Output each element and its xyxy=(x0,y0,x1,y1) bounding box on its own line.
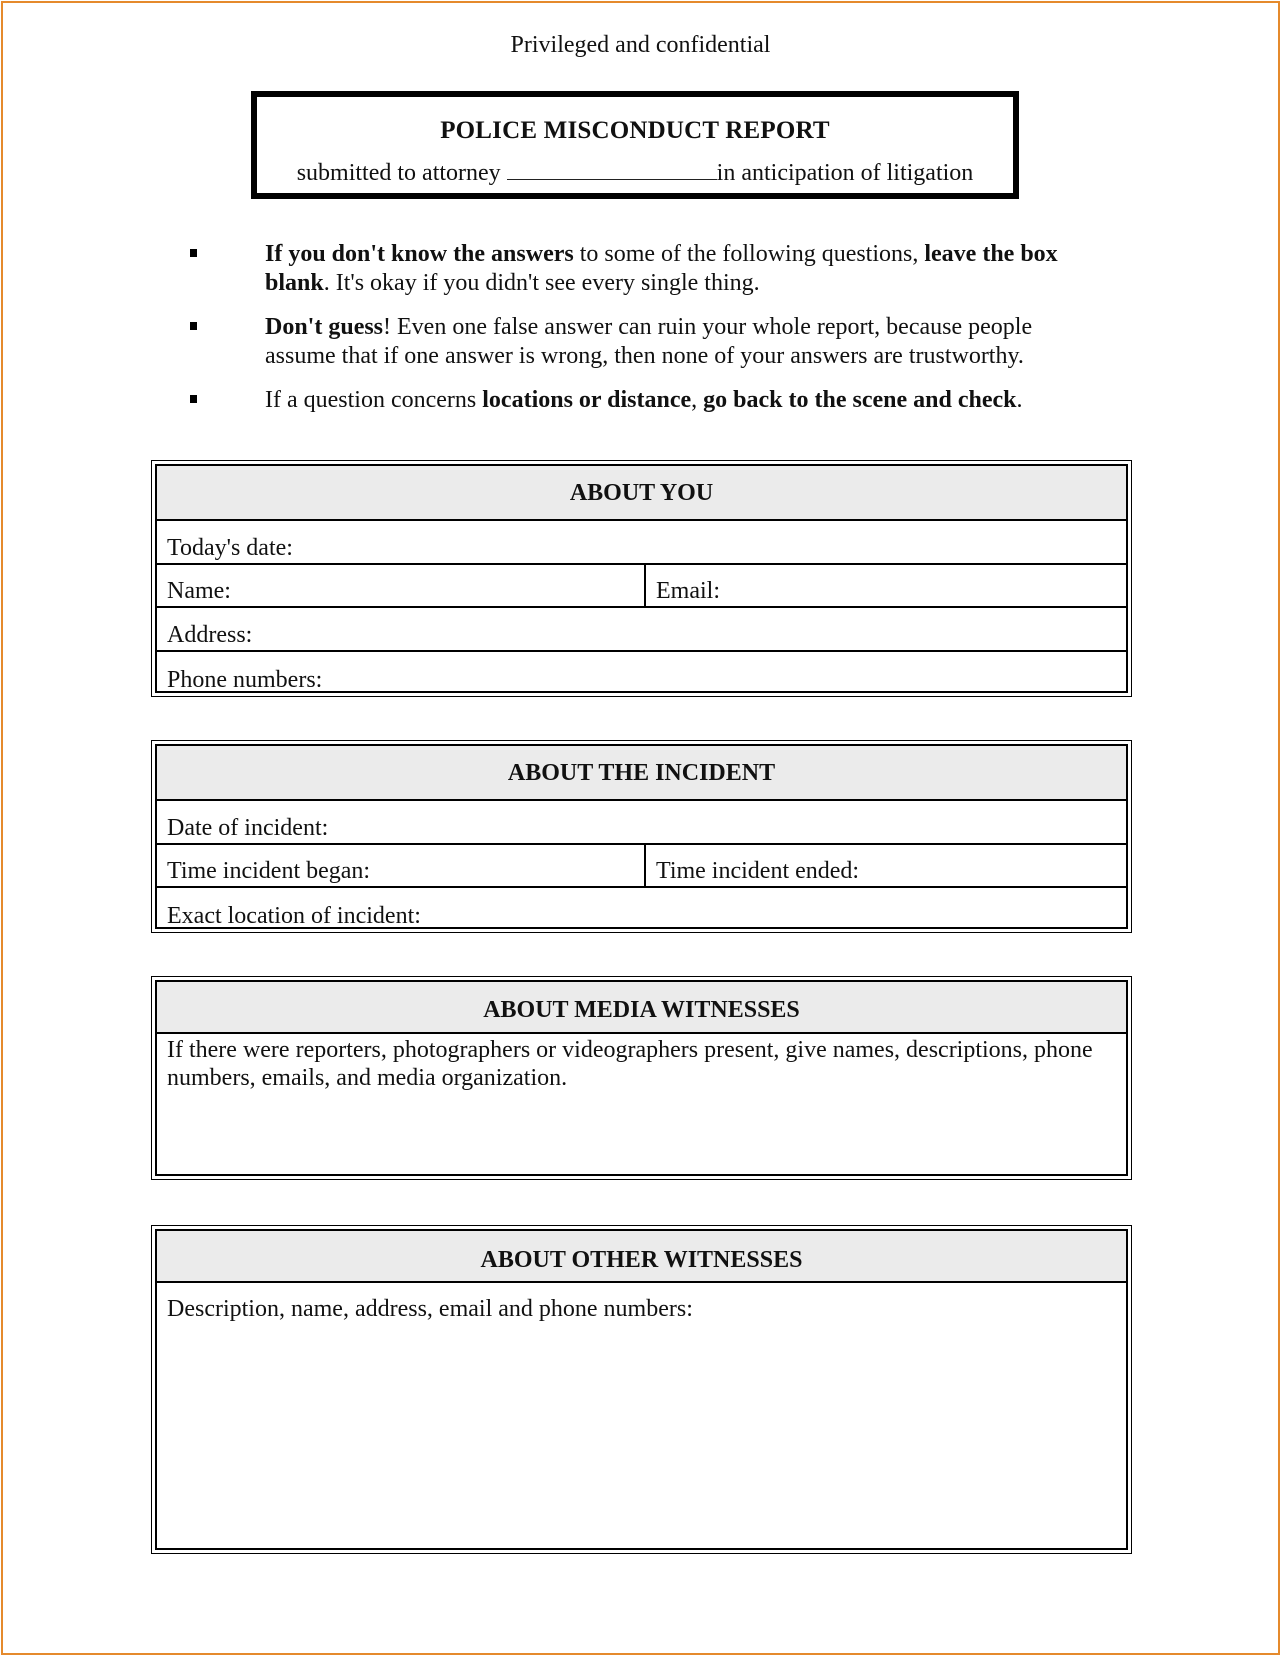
instruction-bold-text: Don't guess xyxy=(265,314,384,340)
field-label: Name: xyxy=(167,578,231,604)
section-heading: ABOUT THE INCIDENT xyxy=(157,746,1126,801)
instruction-text: If a question concerns xyxy=(265,387,483,413)
other-witnesses-field[interactable] xyxy=(157,1283,1126,1548)
about-media-witnesses-section xyxy=(151,976,1132,1180)
instruction-bold-text: locations or distance xyxy=(482,387,692,413)
section-heading: ABOUT YOU xyxy=(157,466,1126,521)
about-you-section xyxy=(151,460,1132,697)
subtitle-suffix: in anticipation of litigation xyxy=(716,160,974,186)
address-field[interactable] xyxy=(157,608,1126,652)
report-subtitle xyxy=(257,157,1013,187)
about-incident-section xyxy=(151,740,1132,933)
media-witnesses-field[interactable] xyxy=(157,1034,1126,1174)
name-email-row xyxy=(157,565,1126,608)
phone-numbers-field[interactable] xyxy=(157,652,1126,695)
report-title-box xyxy=(251,91,1019,199)
instruction-bold-text: If you don't know the answers xyxy=(265,241,574,267)
time-began-field[interactable] xyxy=(157,845,644,886)
email-field[interactable] xyxy=(644,565,1126,606)
instruction-text: . xyxy=(1016,387,1023,413)
field-label: Exact location of incident: xyxy=(167,903,421,929)
field-prompt: If there were reporters, photographers or videographers present, give names, descriptions, phone numbers, emails, and media organization. xyxy=(167,1037,1093,1091)
about-other-witnesses-section xyxy=(151,1225,1132,1554)
field-label: Time incident began: xyxy=(167,858,371,884)
attorney-blank-line[interactable] xyxy=(507,157,717,180)
report-title: POLICE MISCONDUCT REPORT xyxy=(440,117,830,144)
instruction-text: , xyxy=(691,387,704,413)
instruction-bold-text: go back to the scene and check xyxy=(703,387,1017,413)
field-label: Address: xyxy=(167,622,253,648)
incident-location-field[interactable] xyxy=(157,888,1126,931)
field-label: Email: xyxy=(656,578,720,604)
name-field[interactable] xyxy=(157,565,644,606)
bullet-square-icon xyxy=(190,322,197,330)
field-label: Date of incident: xyxy=(167,815,329,841)
bullet-square-icon xyxy=(190,249,197,257)
subtitle-prefix: submitted to attorney xyxy=(296,160,501,186)
bullet-square-icon xyxy=(190,395,197,403)
section-heading: ABOUT MEDIA WITNESSES xyxy=(157,982,1126,1034)
confidentiality-note: Privileged and confidential xyxy=(510,32,771,58)
instruction-text: to some of the following questions, xyxy=(573,241,925,267)
field-label: Time incident ended: xyxy=(656,858,860,884)
field-label: Today's date: xyxy=(167,535,293,561)
time-ended-field[interactable] xyxy=(644,845,1126,886)
instruction-text: . It's okay if you didn't see every single thing. xyxy=(323,270,760,296)
field-label: Phone numbers: xyxy=(167,667,323,693)
field-prompt: Description, name, address, email and phone numbers: xyxy=(167,1296,693,1322)
incident-date-field[interactable] xyxy=(157,801,1126,845)
todays-date-field[interactable] xyxy=(157,521,1126,565)
section-heading: ABOUT OTHER WITNESSES xyxy=(157,1231,1126,1283)
instruction-bold-text: leave the box blank xyxy=(265,241,1058,296)
instruction-text: ! Even one false answer can ruin your whole report, because people assume that if one answer is wrong, then none of your answers are trustworthy. xyxy=(265,314,1033,369)
incident-time-row xyxy=(157,845,1126,888)
